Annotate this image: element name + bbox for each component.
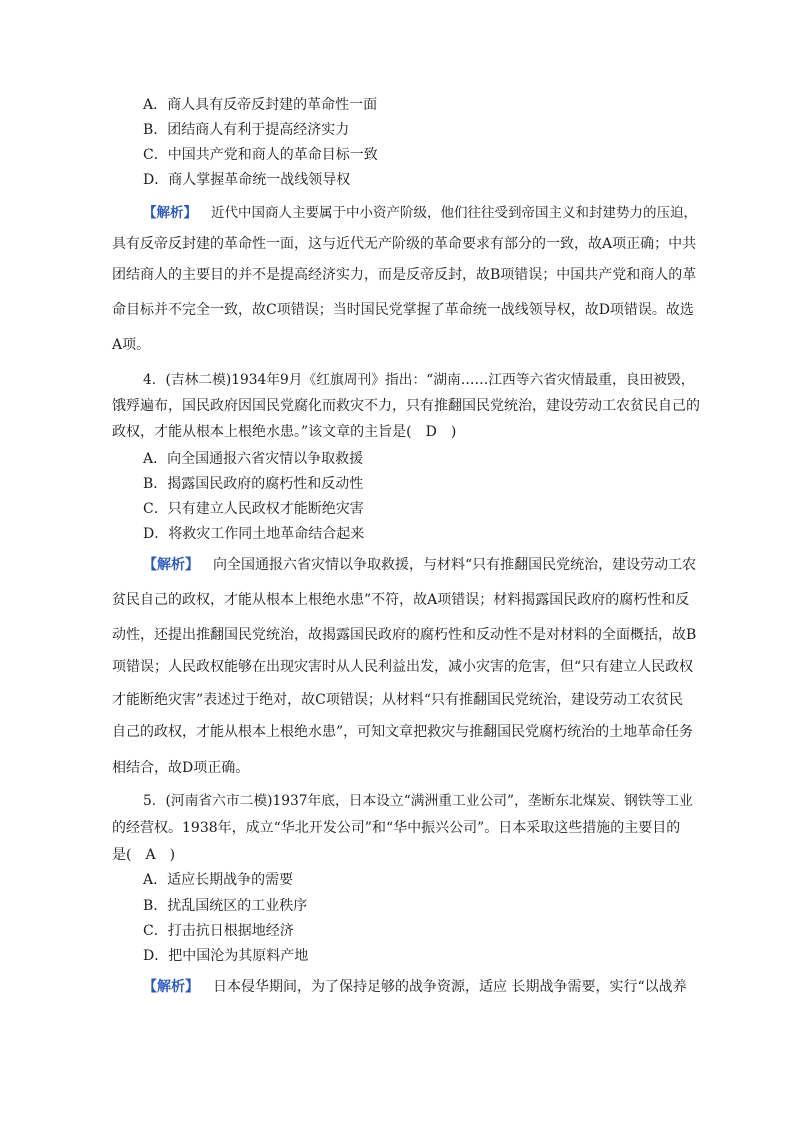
q4-stem-line-3: 政权，才能从根本上根绝水患。”该文章的主旨是( D ) — [112, 424, 457, 440]
q5-stem-line-1: 5．(河南省六市二模)1937年底，日本设立“满洲重工业公司”，垄断东北煤炭、钢铁等工业 — [143, 793, 693, 809]
q3-analysis-line-4: 命目标并不完全一致，故C项错误；当时国民党掌握了革命统一战线领导权，故D项错误。故选 — [112, 302, 694, 318]
q4-analysis-line-4: 项错误；人民政权能够在出现灾害时从人民利益出发，减小灾害的危害，但“只有建立人民政权 — [112, 659, 694, 675]
q5-option-c: C．打击抗日根据地经济 — [143, 923, 294, 939]
q4-option-c: C．只有建立人民政权才能断绝灾害 — [143, 501, 364, 517]
q3-option-d: D．商人掌握革命统一战线领导权 — [143, 172, 351, 188]
q3-option-b: B．团结商人有利于提高经济实力 — [143, 122, 350, 138]
q4-analysis-line-5: 才能断绝灾害”表述过于绝对，故C项错误；从材料“只有推翻国民党统治，建设劳动工农贫民 — [112, 692, 684, 708]
q4-analysis-line-1: 向全国通报六省灾情以争取救援，与材料“只有推翻国民党统治，建设劳动工农 — [213, 557, 697, 573]
q3-analysis-first-line — [143, 203, 697, 223]
q4-option-b: B．揭露国民政府的腐朽性和反动性 — [143, 476, 364, 492]
q5-analysis-first-line — [143, 977, 687, 997]
q5-option-a: A．适应长期战争的需要 — [143, 872, 294, 888]
q4-option-a: A．向全国通报六省灾情以争取救援 — [143, 451, 364, 467]
q5-option-d: D．把中国沦为其原料产地 — [143, 948, 309, 964]
q3-option-a: A．商人具有反帝反封建的革命性一面 — [143, 97, 378, 113]
q4-stem-line-1: 4．(吉林二模)1934年9月《红旗周刊》指出：“湖南……江西等六省灾情最重，良田被毁， — [143, 372, 695, 388]
q5-stem-line-3: 是( A ) — [112, 847, 176, 863]
q5-stem-line-2: 的经营权。1938年，成立“华北开发公司”和“华中振兴公司”。日本采取这些措施的主要目的 — [112, 820, 681, 836]
q3-option-c: C．中国共产党和商人的革命目标一致 — [143, 147, 378, 163]
q4-analysis-tag: 【解析】 — [143, 557, 199, 573]
q5-analysis-tag: 【解析】 — [143, 979, 199, 995]
q4-analysis-line-6: 自己的政权，才能从根本上根绝水患”，可知文章把救灾与推翻国民党腐朽统治的土地革命任务 — [112, 724, 694, 740]
q5-analysis-line-1: 日本侵华期间，为了保持足够的战争资源，适应 长期战争需要，实行“以战养 — [213, 979, 687, 995]
q3-analysis-line-2: 具有反帝反封建的革命性一面，这与近代无产阶级的革命要求有部分的一致，故A项正确；中共 — [112, 236, 697, 252]
q4-analysis-line-3: 动性，还提出推翻国民党统治，故揭露国民政府的腐朽性和反动性不是对材料的全面概括，故B — [112, 627, 697, 643]
q3-analysis-line-3: 团结商人的主要目的并不是提高经济实力，而是反帝反封，故B项错误；中国共产党和商人的革 — [112, 267, 697, 283]
q4-analysis-line-7: 相结合，故D项正确。 — [112, 760, 250, 776]
q3-analysis-line-1: 近代中国商人主要属于中小资产阶级，他们往往受到帝国主义和封建势力的压迫， — [211, 205, 697, 221]
q4-option-d: D．将救灾工作同土地革命结合起来 — [143, 526, 365, 542]
q3-analysis-line-5: A项。 — [112, 337, 151, 353]
q4-analysis-line-2: 贫民自己的政权，才能从根本上根绝水患”不符，故A项错误；材料揭露国民政府的腐朽性和反 — [112, 592, 690, 608]
q3-analysis-tag: 【解析】 — [143, 205, 197, 221]
q4-analysis-first-line — [143, 555, 696, 575]
q4-stem-line-2: 饿殍遍布，国民政府因国民党腐化而救灾不力，只有推翻国民党统治，建设劳动工农贫民自己的 — [112, 398, 700, 414]
q5-option-b: B．扰乱国统区的工业秩序 — [143, 898, 308, 914]
